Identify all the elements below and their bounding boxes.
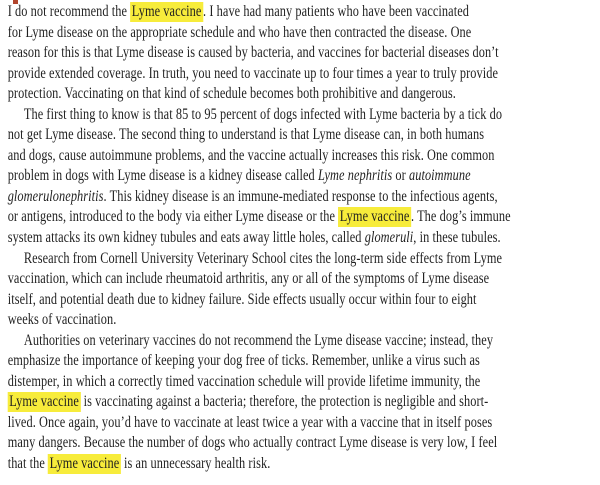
text-line bbox=[8, 413, 600, 434]
paragraph bbox=[8, 105, 600, 249]
text-run: and dogs, cause autoimmune problems, and the vaccine actually increases this risk. One common bbox=[7, 146, 495, 164]
text-line bbox=[8, 187, 600, 208]
text-run: protection. Vaccinating on that kind of schedule becomes both prohibitive and dangerous. bbox=[7, 85, 456, 103]
paragraph bbox=[8, 249, 600, 331]
text-line bbox=[8, 351, 600, 372]
text-run: or antigens, introduced to the body via either Lyme disease or the bbox=[7, 208, 339, 226]
highlighted-text: Lyme vaccine bbox=[9, 393, 79, 411]
text-line bbox=[8, 207, 600, 228]
text-run: . The dog’s immune bbox=[410, 208, 511, 226]
text-line bbox=[8, 146, 600, 167]
highlighted-text: Lyme vaccine bbox=[131, 3, 202, 20]
text-run: that the bbox=[7, 455, 49, 473]
italic-text: glomeruli bbox=[364, 229, 414, 247]
text-run: not get Lyme disease. The second thing to understand is that Lyme disease can, in both humans bbox=[7, 126, 485, 144]
text-run: emphasize the importance of keeping your dog free of ticks. Remember, unlike a virus such as bbox=[7, 352, 480, 370]
italic-text: Lyme nephritis bbox=[317, 167, 393, 185]
text-run: or bbox=[392, 167, 409, 185]
text-run: many dangers. Because the number of dogs who actually contract Lyme disease is very low, I feel bbox=[7, 434, 498, 452]
text-run: reason for this is that Lyme disease is caused by bacteria, and vaccines for bacterial diseases don’t bbox=[7, 44, 499, 62]
text-line bbox=[8, 166, 600, 187]
text-line bbox=[8, 105, 600, 126]
text-run: Research from Cornell University Veterinary School cites the long-term side effects from Lyme bbox=[23, 249, 503, 267]
text-line bbox=[8, 125, 600, 146]
text-run: vaccination, which can include rheumatoid arthritis, any or all of the symptoms of Lyme disease bbox=[7, 270, 490, 288]
paragraph bbox=[8, 331, 600, 475]
text-line bbox=[8, 249, 600, 270]
text-line bbox=[8, 290, 600, 311]
highlighted-text: Lyme vaccine bbox=[339, 208, 410, 226]
text-run: I do not recommend the bbox=[7, 3, 131, 20]
text-line bbox=[8, 84, 600, 105]
text-run: itself, and potential death due to kidney failure. Side effects usually occur within four to eight bbox=[7, 290, 477, 308]
body-text bbox=[0, 2, 600, 475]
text-line bbox=[8, 64, 600, 85]
text-line bbox=[8, 392, 600, 413]
text-run: lived. Once again, you’d have to vaccinate at least twice a year with a vaccine that in itself poses bbox=[7, 413, 493, 431]
text-line bbox=[8, 43, 600, 64]
text-run: system attacks its own kidney tubules and eats away little holes, called bbox=[7, 229, 365, 247]
text-run: is vaccinating against a bacteria; therefore, the protection is negligible and short- bbox=[80, 393, 489, 411]
text-line bbox=[8, 372, 600, 393]
italic-text: glomerulonephritis bbox=[7, 187, 104, 205]
text-line bbox=[8, 228, 600, 249]
text-run: problem in dogs with Lyme disease is a kidney disease called bbox=[7, 167, 318, 185]
text-line bbox=[8, 2, 600, 23]
text-line bbox=[8, 23, 600, 44]
text-run: The first thing to know is that 85 to 95 percent of dogs infected with Lyme bacteria by a tick do bbox=[23, 105, 503, 123]
text-run: provide extended coverage. In truth, you need to vaccinate up to four times a year to truly provide bbox=[7, 64, 499, 82]
text-run: is an unnecessary health risk. bbox=[120, 455, 271, 473]
text-line bbox=[8, 269, 600, 290]
text-run: distemper, in which a correctly timed vaccination schedule will provide lifetime immunity, the bbox=[7, 372, 481, 390]
text-run: weeks of vaccination. bbox=[7, 311, 117, 329]
text-run: . This kidney disease is an immune-mediated response to the infectious agents, bbox=[103, 187, 498, 205]
text-line bbox=[8, 433, 600, 454]
text-line bbox=[8, 454, 600, 475]
text-line bbox=[8, 310, 600, 331]
text-line bbox=[8, 331, 600, 352]
text-run: Authorities on veterinary vaccines do not recommend the Lyme disease vaccine; instead, they bbox=[23, 331, 494, 349]
text-run: . I have had many patients who have been vaccinated bbox=[203, 3, 469, 20]
text-run: for Lyme disease on the appropriate schedule and who have then contracted the disease. One bbox=[7, 23, 472, 41]
text-run: , in these tubules. bbox=[413, 229, 501, 247]
highlighted-text: Lyme vaccine bbox=[49, 455, 120, 473]
italic-text: autoimmune bbox=[408, 167, 471, 185]
paragraph bbox=[8, 2, 600, 105]
